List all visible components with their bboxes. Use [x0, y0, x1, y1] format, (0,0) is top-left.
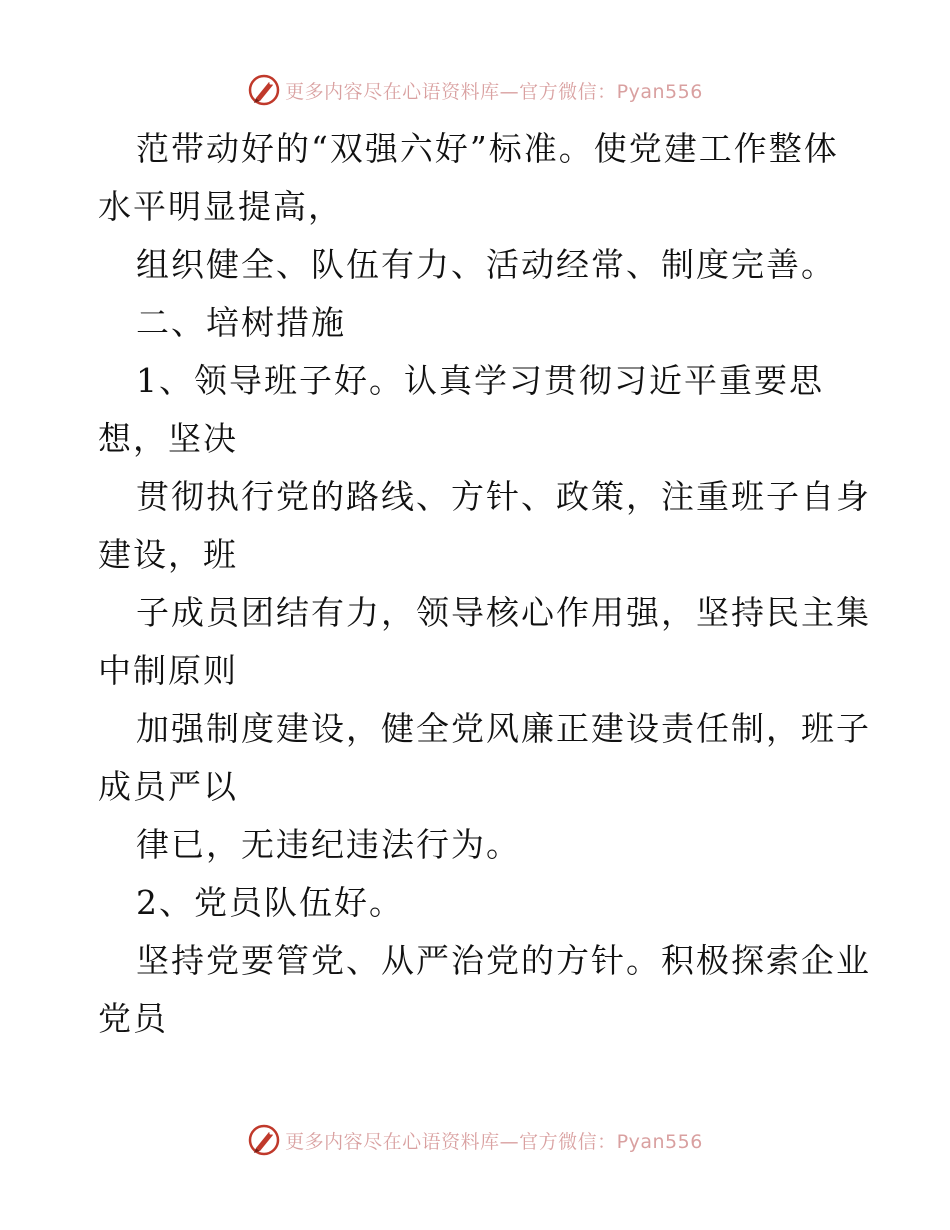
header-banner [0, 70, 950, 110]
body-line: 范带动好的“双强六好”标准。使党建工作整体 [136, 129, 839, 168]
section-heading: 二、培树措施 [136, 303, 346, 342]
body-line: 1、领导班子好。认真学习贯彻习近平重要思 [136, 361, 824, 400]
pen-logo-icon [247, 1123, 281, 1157]
body-line: 中制原则 [98, 651, 238, 690]
pen-logo-icon [247, 73, 281, 107]
body-line: 子成员团结有力，领导核心作用强，坚持民主集 [136, 593, 871, 632]
body-line: 加强制度建设，健全党风廉正建设责任制，班子 [136, 709, 871, 748]
body-line: 想，坚决 [98, 419, 238, 458]
body-line: 坚持党要管党、从严治党的方针。积极探索企业 [136, 941, 871, 980]
footer-banner [0, 1120, 950, 1160]
body-line: 成员严以 [98, 767, 238, 806]
body-line: 党员 [98, 999, 168, 1038]
body-line: 组织健全、队伍有力、活动经常、制度完善。 [136, 245, 836, 284]
section-heading: 2、党员队伍好。 [136, 883, 404, 922]
header-banner-text: 更多内容尽在心语资料库—官方微信：Pyan556 [285, 80, 703, 103]
body-line: 律已，无违纪违法行为。 [136, 825, 521, 864]
body-line: 贯彻执行党的路线、方针、政策，注重班子自身 [136, 477, 871, 516]
footer-banner-text: 更多内容尽在心语资料库—官方微信：Pyan556 [285, 1130, 703, 1153]
body-line: 建设，班 [98, 535, 238, 574]
body-line: 水平明显提高， [98, 187, 343, 226]
